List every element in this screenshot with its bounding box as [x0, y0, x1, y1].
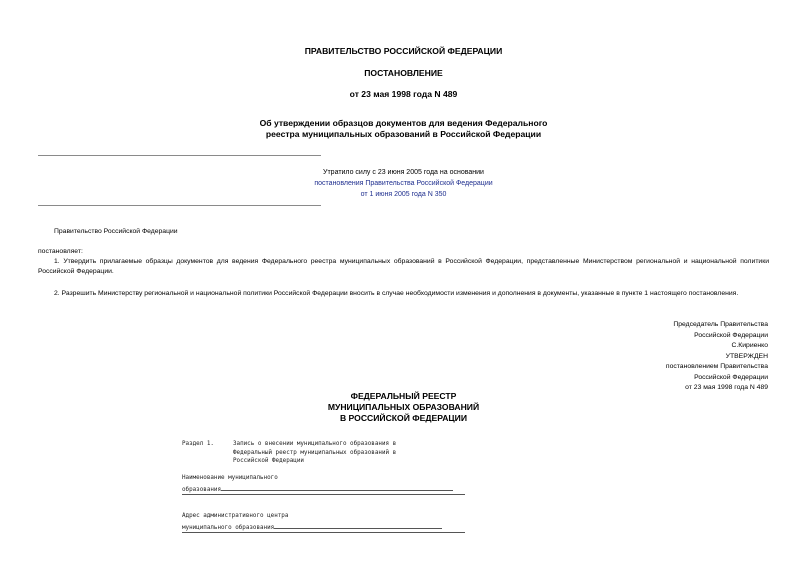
document-type-heading: ПОСТАНОВЛЕНИЕ: [364, 68, 443, 78]
form-field-1-label-text: образования: [182, 486, 222, 493]
form-field-2-input[interactable]: [274, 521, 442, 529]
form-section-line-1: Запись о внесении муниципального образования в: [233, 441, 397, 447]
form-field-2-underline: [182, 532, 465, 533]
registry-heading-line-1: ФЕДЕРАЛЬНЫЙ РЕЕСТР: [350, 391, 457, 401]
divider-top: [38, 155, 321, 156]
repeal-note: Утратило силу с 23 июня 2005 года на основании: [323, 169, 484, 176]
intro-text: Правительство Российской Федерации: [54, 228, 178, 235]
decree-word: постановляет:: [38, 248, 83, 255]
form-field-2-label-line-2: [182, 521, 442, 533]
signature-title-line-2: Российской Федерации: [694, 331, 768, 339]
registry-heading-line-2: МУНИЦИПАЛЬНЫХ ОБРАЗОВАНИЙ: [327, 402, 480, 412]
signature-title-line-1: Председатель Правительства: [673, 321, 768, 328]
document-title-line-2: реестра муниципальных образований в Российской Федерации: [265, 129, 542, 139]
approval-by-line-1: постановлением Правительства: [665, 363, 768, 370]
approval-date-number: от 23 мая 1998 года N 489: [685, 384, 768, 391]
form-section-label: Раздел 1.: [182, 441, 214, 447]
repeal-link-line-1[interactable]: постановления Правительства Российской Федерации: [314, 180, 493, 187]
form-field-1-label-line-1: Наименование муниципального: [182, 475, 278, 481]
form-field-2-label-text: муниципального образования: [182, 524, 275, 531]
form-field-2-label-line-1: Адрес административного центра: [182, 513, 289, 519]
registry-heading: [0, 391, 807, 424]
form-section-line-3: Российской Федерации: [233, 458, 304, 464]
document-title-line-1: Об утверждении образцов документов для ведения Федерального: [259, 118, 548, 128]
signature-block: [666, 320, 768, 394]
form-field-1-label-line-2: [182, 483, 453, 495]
divider-bottom: [38, 205, 321, 206]
repeal-link-line-2[interactable]: от 1 июня 2005 года N 350: [360, 191, 447, 198]
decree-item-1: 1. Утвердить прилагаемые образцы документов для ведения Федерального реестра муниципальных образований в Российской Федерации, представленные Министерством региональной и национальной политики Российской Федерации.: [38, 258, 769, 275]
approval-by-line-2: Российской Федерации: [694, 373, 768, 381]
approval-stamp: УТВЕРЖДЕН: [725, 352, 768, 360]
decree-item-2: 2. Разрешить Министерству региональной и национальной политики Российской Федерации вносить в случае необходимости изменения и дополнения в документы, указанные в пункте 1 настоящего постановления.: [54, 290, 739, 297]
form-field-1-underline: [182, 494, 465, 495]
form-section-line-2: Федеральный реестр муниципальных образований в: [233, 449, 397, 456]
registry-heading-line-3: В РОССИЙСКОЙ ФЕДЕРАЦИИ: [339, 413, 468, 423]
government-heading: ПРАВИТЕЛЬСТВО РОССИЙСКОЙ ФЕДЕРАЦИИ: [304, 46, 503, 56]
signature-name: С.Кириенко: [731, 342, 768, 349]
form-field-1-input[interactable]: [221, 483, 453, 491]
document-date-number: от 23 мая 1998 года N 489: [349, 89, 458, 99]
